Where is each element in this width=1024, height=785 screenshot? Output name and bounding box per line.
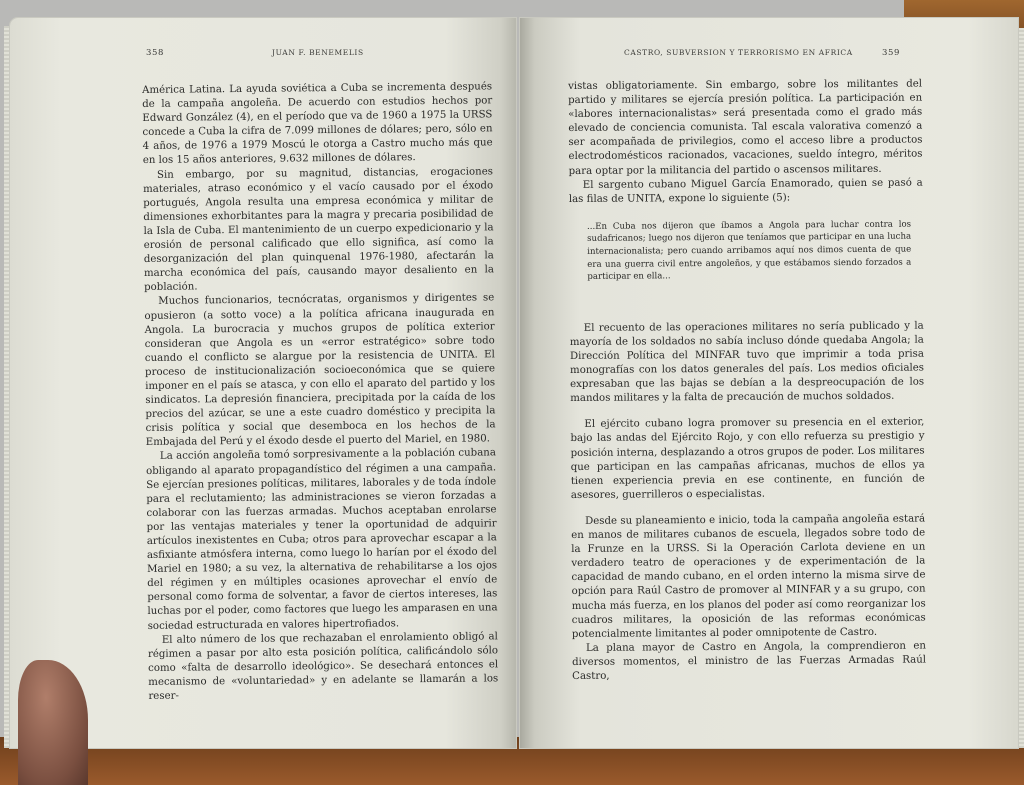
open-book <box>10 18 1018 748</box>
paragraph: Muchos funcionarios, tecnócratas, organismos y dirigentes se opusieron (a sotto voce) a la política africana inaugurada en Angola. La burocracia y muchos grupos de política exterior consideran que Angola es un «error estratégico» sobre todo cuando el conflicto se alargue por la resistencia de UNITA. El proceso de institucionalización socioeconómica que se quiere imponer en el país se atasca, y con ello el aparato del partido y los sindicatos. La depresión financiera, precipitada por la caída de los precios del azúcar, se une a este cuadro doméstico y precipita la crisis política y social que desemboca en los hechos de la Embajada del Perú y el éxodo desde el puerto del Mariel, en 1980. <box>144 292 496 449</box>
paragraph: El ejército cubano logra promover su presencia en el exterior, bajo las andas del Ejército Rojo, y con ello refuerza su prestigio y posición interna, desplazando a otros grupos de poder. Los militares que participan en las campañas africanas, muchos de ellos ya tienen experiencia previa en ese continente, en función de asesores, guerrilleros o especialistas. <box>570 416 925 501</box>
paragraph: La acción angoleña tomó sorpresivamente a la población cubana obligando al aparato propagandístico del régimen a una campaña. Se ejercían presiones políticas, militares, laborales y de toda índole para el reclutamiento; las administraciones se vieron forzadas a colaborar con las fuerzas armadas. Muchos aceptaban enrolarse por las ventajas materiales y tener la oportunidad de adquirir artículos inexistentes en Cuba; otros para aprovechar escapar a la asfixiante atmósfera interna, como luego lo harían por el éxodo del Mariel en 1980; a su vez, la alternativa de rehabilitarse a los ojos del régimen y en múltiples ocasiones aprovechar el envío de personal como forma de solventar, a favor de ciertos intereses, las luchas por el poder, como factores que luego les amparasen en una sociedad estructurada en valores hipertrofiados. <box>145 447 498 632</box>
right-page <box>520 18 1018 748</box>
left-page-number: 358 <box>146 48 165 58</box>
paragraph: El sargento cubano Miguel García Enamorado, quien se pasó a las filas de UNITA, expone lo siguiente (5): <box>568 177 923 205</box>
paragraph: América Latina. La ayuda soviética a Cuba se incrementa después de la campaña angoleña. De acuerdo con estudios hechos por Edward González (4), en el período que va de 1960 a 1975 la URSS concede a Cuba la cifra de 7.099 millones de dólares; pero, sólo en 4 años, de 1976 a 1979 Moscú le otorga a Castro mucho más que en los 15 años anteriores, 9.632 millones de dólares. <box>142 81 493 167</box>
paragraph: Sin embargo, por su magnitud, distancias, erogaciones materiales, atraso económico y el vacío causado por el éxodo portugués, Angola resulta una empresa económica y militar de dimensiones exhorbitantes para la magra y precaria posibilidad de la Isla de Cuba. El mantenimiento de un cuerpo expedicionario y la erosión de personal calificado que ello significa, así como la desorganización del plan quinquenal 1976-1980, afectarán la marcha económica del país, causando mayor desaliento en la población. <box>143 165 495 294</box>
paragraph: El alto número de los que rechazaban el enrolamiento obligó al régimen a pasar por alto esta posición política, calificándolo sólo como «falta de desarrollo ideológico». Se desechará entonces el mecanismo de «voluntariedad» y en adelante se llamarán a los reser- <box>147 630 499 702</box>
paragraph: La plana mayor de Castro en Angola, la comprendieron en diversos momentos, el ministro de las Fuerzas Armadas Raúl Castro, <box>572 640 927 682</box>
paragraph: Desde su planeamiento e inicio, toda la campaña angoleña estará en manos de militares cubanos de escuela, llegados sobre todo de la Frunze en la URSS. Si la Operación Carlota deviene en un verdadero teatro de operaciones y de experimentación de la capacidad de mando cubano, en el orden interno la misma sirve de opción para Raúl Castro de promover al MINFAR y a su grupo, con mucha más fuerza, en los planos del poder así como reorganizar los cuadros militares, la oposición de las reformas económicas potencialmente limitantes al poder omnipotente de Castro. <box>571 513 926 640</box>
right-page-number: 359 <box>882 48 901 58</box>
right-running-title: CASTRO, SUBVERSION Y TERRORISMO EN AFRICA <box>624 48 853 57</box>
right-body-text <box>568 78 926 685</box>
block-quote <box>587 218 911 283</box>
quote-text: ...En Cuba nos dijeron que íbamos a Angola para luchar contra los sudafricanos; luego nos dijeron que teníamos que participar en una lucha internacionalista; pero cuando arribamos aquí nos dimos cuenta de que era una guerra civil entre angoleños, y que estábamos siendo forzados a participar en ella... <box>586 219 912 283</box>
paragraph: vistas obligatoriamente. Sin embargo, sobre los militantes del partido y militares se ejercía presión política. La participación en «labores internacionalistas» será presentada como el grado más elevado de conciencia comunista. Tal escala valorativa comenzó a ser acompañada de privilegios, como el acceso libre a productos electrodomésticos racionados, vacaciones, sueldo íntegro, méritos para optar por la militancia del partido o ascensos militares. <box>568 78 923 177</box>
holding-thumb <box>18 660 88 785</box>
right-running-head <box>520 48 1018 60</box>
left-body-text <box>142 80 498 704</box>
left-page <box>10 18 516 748</box>
left-running-title: JUAN F. BENEMELIS <box>272 48 364 57</box>
left-running-head <box>10 48 516 60</box>
paragraph: El recuento de las operaciones militares no sería publicado y la mayoría de los soldados no sabía incluso dónde quedaba Angola; la Dirección Política del MINFAR tuvo que imprimir a toda prisa monografías con los datos generales del país. Los medios oficiales expresaban que las bajas se debían a la despreocupación de los mandos militares y la falta de precaución de muchos soldados. <box>569 320 925 405</box>
